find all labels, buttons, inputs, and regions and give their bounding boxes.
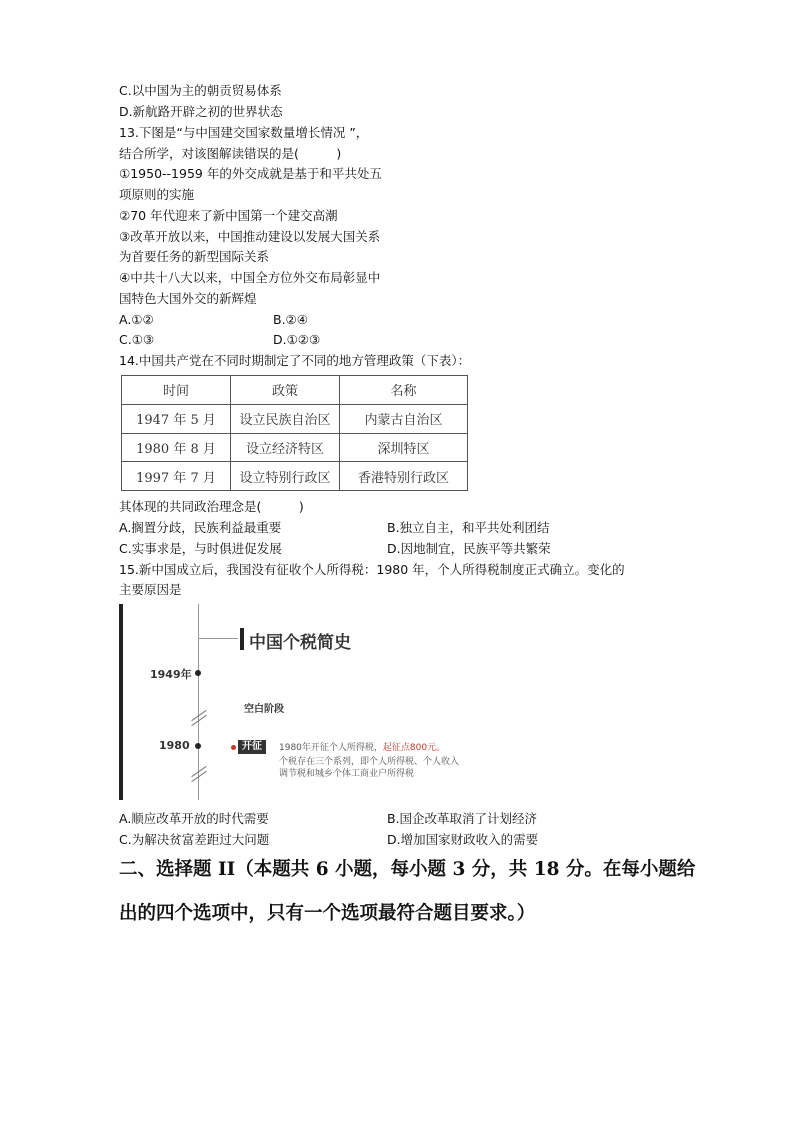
q15-stem-line-1: 15.新中国成立后，我国没有征收个人所得税：1980 年，个人所得税制度正式确立。变化的 — [119, 562, 625, 577]
table-row — [122, 404, 468, 433]
timeline-break — [191, 715, 206, 726]
timeline-dot — [195, 670, 201, 676]
figure-left-bar — [119, 604, 123, 800]
table-header-row — [122, 376, 468, 405]
table-cell: 设立特别行政区 — [231, 462, 340, 491]
threshold-highlight: 起征点800元。 — [382, 743, 446, 753]
q13-option-c: C.①③ — [119, 332, 155, 347]
blank-stage-label: 空白阶段 — [244, 704, 284, 715]
table-cell: 设立经济特区 — [231, 433, 340, 462]
note-text: 1980年开征个人所得税， — [279, 743, 383, 753]
q13-option-b: B.②④ — [273, 312, 308, 327]
table-row — [122, 433, 468, 462]
q13-statement-3a: ③改革开放以来，中国推动建设以发展大国关系 — [119, 229, 381, 244]
table-cell: 香港特别行政区 — [340, 462, 468, 491]
timeline-year-1980: 1980 — [159, 739, 190, 752]
q13-stem-line-2: 结合所学，对该图解读错误的是( ) — [119, 146, 342, 161]
figure-note-line-3: 调节税和城乡个体工商业户所得税 — [279, 769, 415, 779]
figure-note-line-1 — [279, 743, 445, 754]
table-header-cell: 名称 — [340, 376, 468, 405]
q12-option-d: D.新航路开辟之初的世界状态 — [119, 104, 283, 119]
table-cell: 1980 年 8 月 — [122, 433, 231, 462]
q13-statement-2: ②70 年代迎来了新中国第一个建交高潮 — [119, 208, 338, 223]
levy-badge: 开征 — [238, 740, 266, 754]
timeline-branch — [198, 638, 238, 639]
q12-option-c: C.以中国为主的朝贡贸易体系 — [119, 83, 282, 98]
figure-title: 中国个税简史 — [249, 633, 351, 653]
q14-option-b: B.独立自主，和平共处利团结 — [387, 520, 550, 535]
table-cell: 1947 年 5 月 — [122, 404, 231, 433]
q13-statement-4b: 国特色大国外交的新辉煌 — [119, 291, 257, 306]
q14-option-d: D.因地制宜，民族平等共繁荣 — [387, 541, 551, 556]
policy-table — [121, 375, 468, 491]
timeline-break — [191, 771, 206, 782]
q14-stem: 14.中国共产党在不同时期制定了不同的地方管理政策（下表）： — [119, 353, 471, 368]
title-accent-bar — [240, 628, 244, 650]
table-cell: 内蒙古自治区 — [340, 404, 468, 433]
tax-history-figure — [119, 604, 473, 800]
table-cell: 设立民族自治区 — [231, 404, 340, 433]
q15-option-b: B.国企改革取消了计划经济 — [387, 811, 538, 826]
q14-option-c: C.实事求是，与时俱进促发展 — [119, 541, 282, 556]
timeline-year-1949: 1949年 — [150, 668, 192, 681]
q14-follow-up: 其体现的共同政治理念是( ) — [119, 499, 304, 514]
q13-statement-4a: ④中共十八大以来，中国全方位外交布局彰显中 — [119, 270, 381, 285]
section-heading-line-1: 二、选择题 II（本题共 6 小题，每小题 3 分，共 18 分。在每小题给 — [119, 859, 696, 880]
q15-option-c: C.为解决贫富差距过大问题 — [119, 832, 270, 847]
table-header-cell: 政策 — [231, 376, 340, 405]
q13-statement-3b: 为首要任务的新型国际关系 — [119, 249, 270, 264]
figure-note-line-2: 个税存在三个系列，即个人所得税、个人收入 — [279, 757, 460, 767]
table-row — [122, 462, 468, 491]
q15-option-a: A.顺应改革开放的时代需要 — [119, 811, 269, 826]
table-cell: 深圳特区 — [340, 433, 468, 462]
timeline-dot — [195, 743, 201, 749]
q14-option-a: A.搁置分歧，民族利益最重要 — [119, 520, 282, 535]
q13-statement-1a: ①1950--1959 年的外交成就是基于和平共处五 — [119, 166, 382, 181]
q13-stem-line-1: 13.下图是“与中国建交国家数量增长情况 ”， — [119, 125, 369, 140]
q15-stem-line-2: 主要原因是 — [119, 582, 182, 597]
section-heading-line-2: 出的四个选项中，只有一个选项最符合题目要求。） — [119, 903, 536, 924]
table-header-cell: 时间 — [122, 376, 231, 405]
highlight-dot — [231, 745, 236, 750]
q13-option-d: D.①②③ — [273, 332, 321, 347]
q13-statement-1b: 项原则的实施 — [119, 187, 195, 202]
q15-option-d: D.增加国家财政收入的需要 — [387, 832, 539, 847]
q13-option-a: A.①② — [119, 312, 154, 327]
table-cell: 1997 年 7 月 — [122, 462, 231, 491]
